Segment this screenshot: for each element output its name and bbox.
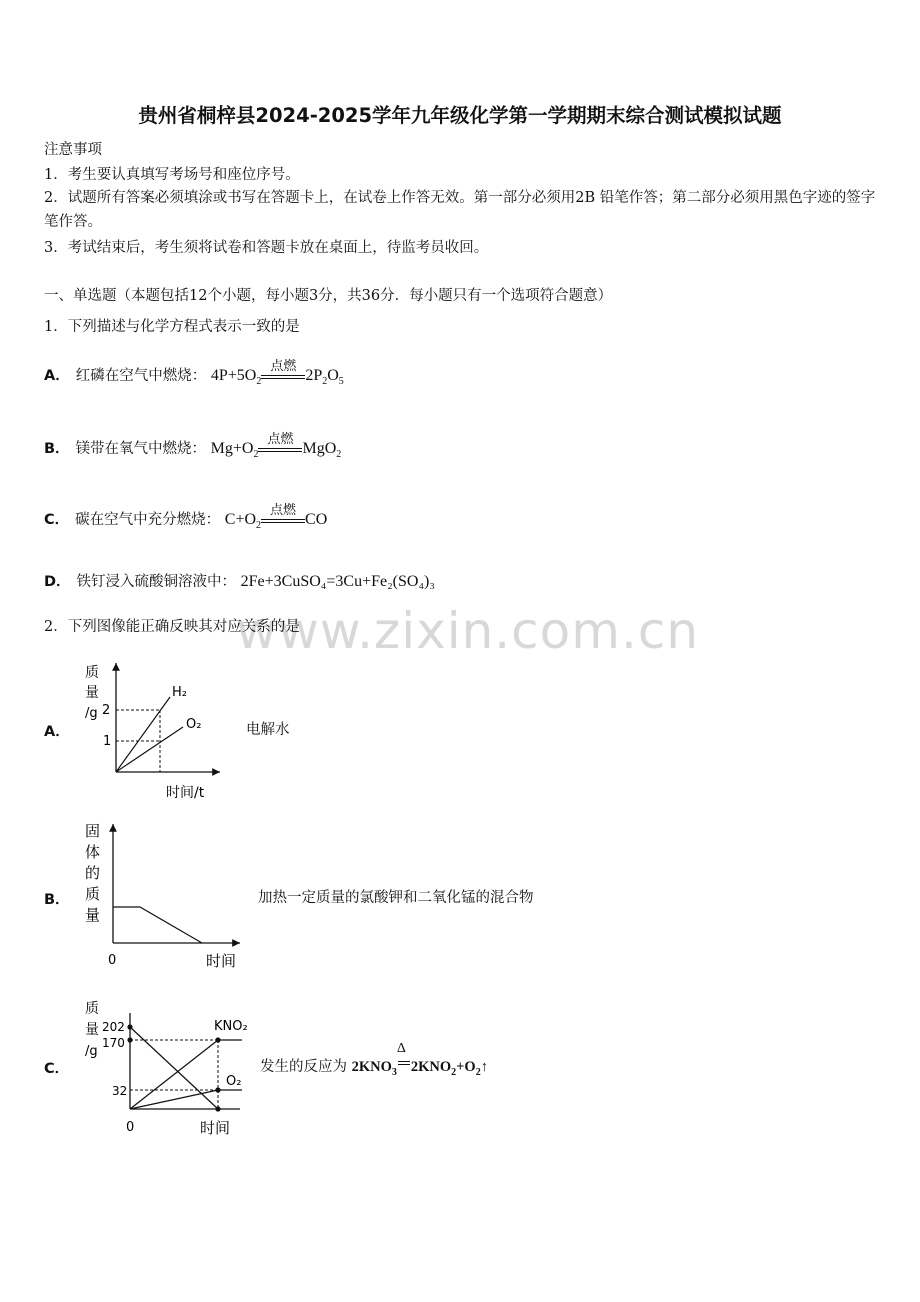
- y-label-5: 量: [85, 906, 101, 924]
- notice-item-1: 1．考生要认真填写考场号和座位序号。: [44, 167, 300, 183]
- tick-2: 2: [102, 703, 111, 718]
- option-text: 碳在空气中充分燃烧：: [75, 512, 221, 528]
- reaction-condition: 点燃: [261, 511, 305, 529]
- y-label-1: 固: [85, 822, 101, 840]
- point-170: [127, 1037, 132, 1042]
- tick-202: 202: [102, 1020, 125, 1034]
- series-o2-line: [130, 1090, 242, 1109]
- question-2-stem: 2．下列图像能正确反映其对应关系的是: [44, 619, 300, 635]
- point-kno3-end: [215, 1106, 220, 1111]
- notice-heading: 注意事项: [44, 142, 102, 158]
- reaction-condition: 点燃: [261, 367, 305, 385]
- origin-label: 0: [108, 953, 117, 968]
- equation: $Mg+O_2$ 点燃 MgO$_2$: [210, 431, 342, 460]
- y-label-3: /g: [85, 706, 98, 721]
- x-label: 时间: [206, 952, 237, 970]
- y-label-2: 体: [85, 843, 101, 861]
- y-label-1: 质: [85, 665, 99, 681]
- y-label-3: 的: [85, 864, 101, 882]
- section-heading: 一、单选题（本题包括12个小题，每小题3分，共36分．每小题只有一个选项符合题意）: [44, 288, 613, 304]
- series-kno3-line: [130, 1027, 218, 1109]
- series-h2-label: H₂: [172, 685, 187, 700]
- q2-c-desc: 发生的反应为 $2KNO_3$ Δ $2KNO_2+O_2↑$: [260, 1041, 488, 1078]
- q1-option-c: [44, 502, 328, 531]
- point-kno2-end: [215, 1037, 220, 1042]
- q2-option-b-letter: B．: [44, 892, 70, 908]
- notice-item-3: 3．考试结束后，考生须将试卷和答题卡放在桌面上，待监考员收回。: [44, 240, 489, 256]
- tick-170: 170: [102, 1036, 125, 1050]
- page-title: 贵州省桐梓县2024-2025学年九年级化学第一学期期末综合测试模拟试题: [138, 104, 782, 127]
- q2-option-c-letter: C．: [44, 1061, 70, 1077]
- option-letter: D．: [44, 574, 71, 590]
- q2-a-desc: 电解水: [246, 722, 290, 738]
- point-o2-end: [215, 1087, 220, 1092]
- q2-option-a-letter: A．: [44, 724, 70, 740]
- series-h2-line: [116, 697, 170, 772]
- series-o2-label: O₂: [186, 717, 202, 732]
- x-label: 时间: [200, 1119, 231, 1137]
- y-label-2: 量: [85, 1022, 99, 1038]
- y-label-4: 质: [85, 885, 101, 903]
- y-label-1: 质: [85, 1001, 99, 1017]
- x-label: 时间/t: [166, 785, 205, 801]
- series-kno2-label: KNO₂: [214, 1019, 248, 1034]
- equation: $C+O_2$ 点燃 CO: [224, 502, 328, 531]
- question-1-stem: 1．下列描述与化学方程式表示一致的是: [44, 319, 300, 335]
- q1-option-b: [44, 431, 342, 460]
- reaction-condition: 点燃: [258, 440, 302, 458]
- origin-label: 0: [126, 1120, 135, 1135]
- watermark: www.zixin.com.cn: [236, 602, 700, 660]
- option-text: 铁钉浸入硫酸铜溶液中：: [76, 574, 237, 590]
- series-o2-label: O₂: [226, 1074, 242, 1089]
- option-letter: C．: [44, 512, 70, 528]
- q2-a-graph: [80, 655, 230, 805]
- option-text: 镁带在氧气中燃烧：: [75, 441, 207, 457]
- tick-32: 32: [112, 1084, 128, 1098]
- notice-item-2: 2．试题所有答案必须填涂或书写在答题卡上，在试卷上作答无效。第一部分必须用2B 铅笔作答；第二部分必须用黑色字迹的签字笔作答。: [44, 190, 876, 230]
- option-letter: B．: [44, 441, 70, 457]
- q2-b-graph: [80, 818, 250, 973]
- option-letter: A．: [44, 368, 70, 384]
- series-o2-line: [116, 727, 183, 772]
- solid-mass-line: [113, 907, 202, 943]
- q1-option-a: [44, 358, 344, 387]
- tick-1: 1: [103, 734, 112, 749]
- reaction-condition: Δ: [397, 1057, 411, 1071]
- option-text: 红磷在空气中燃烧：: [75, 368, 207, 384]
- q1-option-d: [44, 570, 435, 591]
- point-202: [127, 1024, 132, 1029]
- equation: $4P+5O_2$ 点燃 $2P_2O_5$: [210, 358, 344, 387]
- y-label-3: /g: [85, 1044, 98, 1059]
- q2-b-desc: 加热一定质量的氯酸钾和二氧化锰的混合物: [258, 890, 534, 906]
- q2-c-graph: [80, 995, 260, 1145]
- reaction-equation: $2KNO_3$ Δ $2KNO_2+O_2↑$: [351, 1041, 488, 1078]
- y-label-2: 量: [85, 685, 99, 701]
- equation: 2Fe+3CuSO₄=3Cu+Fe₂(SO₄)₃: [240, 573, 435, 590]
